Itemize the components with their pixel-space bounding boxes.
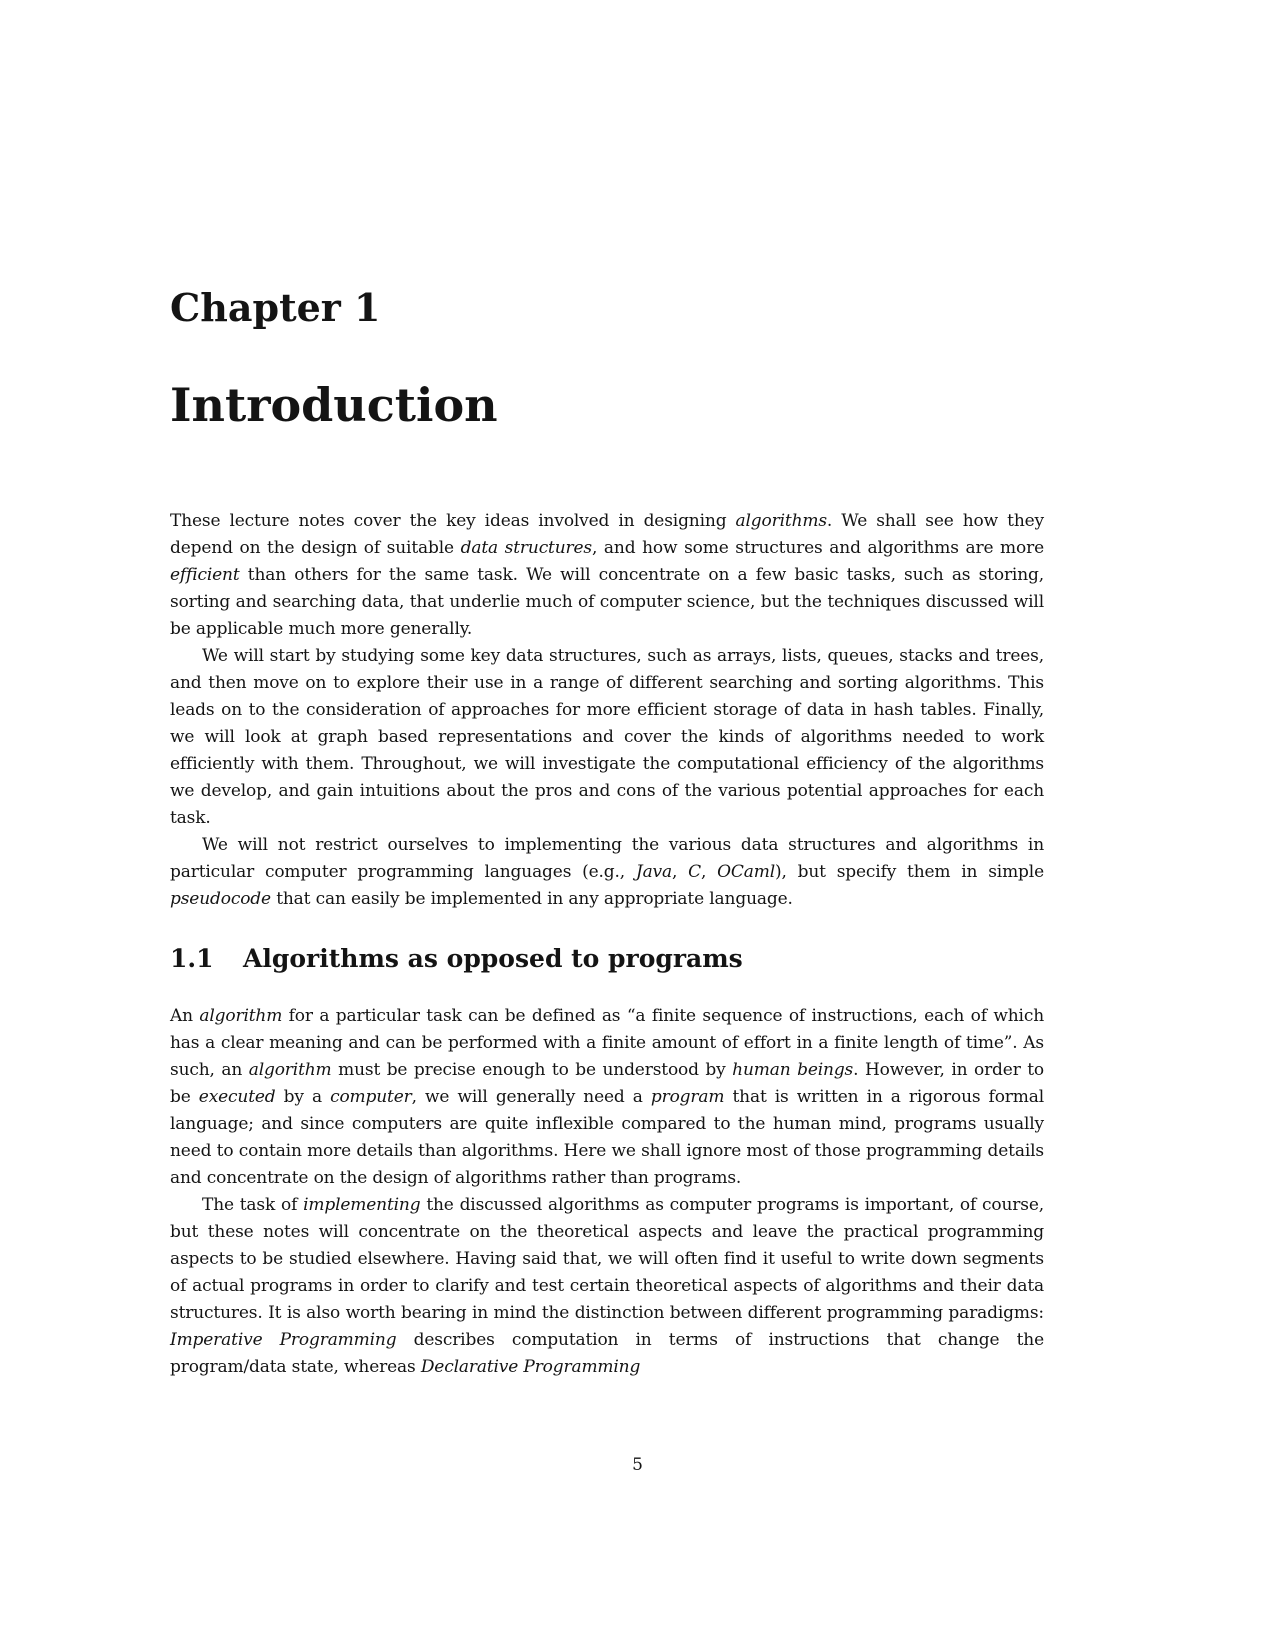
emphasis-text: algorithms	[735, 511, 827, 531]
emphasis-text: data structures	[460, 538, 593, 558]
emphasis-text: Java	[635, 862, 672, 882]
intro-paragraph-2: We will start by studying some key data structures, such as arrays, lists, queues, stacks and trees, and then move on to explore their use in a range of different searching and sorting algorithms. This leads on to the consideration of approaches for more efficient storage of data in hash tables. Finally, we will look at graph based representations and cover the kinds of algorithms needed to work efficiently with them. Throughout, we will investigate the computational efficiency of the algorithms we develop, and gain intuitions about the pros and cons of the various potential approaches for each task.	[170, 646, 1044, 828]
page-number: 5	[632, 1455, 643, 1475]
emphasis-text: efficient	[170, 565, 240, 585]
intro-paragraph-1: These lecture notes cover the key ideas involved in designing algorithms. We shall see how they depend on the design of suitable data structures, and how some structures and algorithms are more efficient than others for the same task. We will concentrate on a few basic tasks, such as storing, sorting and searching data, that underlie much of computer science, but the techniques discussed will be applicable much more generally.	[170, 511, 1044, 639]
intro-text	[170, 508, 1044, 913]
emphasis-text: Imperative Programming	[170, 1330, 397, 1350]
section-number: 1.1	[170, 944, 214, 973]
emphasis-text: OCaml	[717, 862, 775, 882]
intro-paragraph-3: We will not restrict ourselves to implementing the various data structures and algorithms in particular computer programming languages (e.g., Java, C, OCaml), but specify them in simple pseudocode that can easily be implemented in any appropriate language.	[170, 835, 1044, 909]
emphasis-text: executed	[198, 1087, 276, 1107]
emphasis-text: computer	[330, 1087, 412, 1107]
emphasis-text: program	[650, 1087, 725, 1107]
section-text	[170, 1003, 1044, 1381]
emphasis-text: pseudocode	[170, 889, 271, 909]
section-paragraph-2: The task of implementing the discussed algorithms as computer programs is important, of course, but these notes will concentrate on the theoretical aspects and leave the practical programming aspects to be studied elsewhere. Having said that, we will often find it useful to write down segments of actual programs in order to clarify and test certain theoretical aspects of algorithms and their data structures. It is also worth bearing in mind the distinction between different programming paradigms: Imperative Programming describes computation in terms of instructions that change the program/data state, whereas Declarative Programming	[170, 1195, 1044, 1377]
emphasis-text: algorithm	[199, 1006, 283, 1026]
section-paragraph-1: An algorithm for a particular task can be defined as “a finite sequence of instructions, each of which has a clear meaning and can be performed with a finite amount of effort in a finite length of time”. As such, an algorithm must be precise enough to be understood by human beings. However, in order to be executed by a computer, we will generally need a program that is written in a rigorous formal language; and since computers are quite inflexible compared to the human mind, programs usually need to contain more details than algorithms. Here we shall ignore most of those programming details and concentrate on the design of algorithms rather than programs.	[170, 1006, 1045, 1188]
section-heading	[170, 944, 743, 974]
chapter-title: Introduction	[170, 378, 498, 432]
emphasis-text: Declarative Programming	[420, 1357, 641, 1377]
section-title: Algorithms as opposed to programs	[243, 944, 743, 973]
emphasis-text: implementing	[303, 1195, 421, 1215]
emphasis-text: C	[688, 862, 701, 882]
emphasis-text: human beings	[732, 1060, 854, 1080]
chapter-label: Chapter 1	[170, 285, 381, 330]
emphasis-text: algorithm	[248, 1060, 332, 1080]
